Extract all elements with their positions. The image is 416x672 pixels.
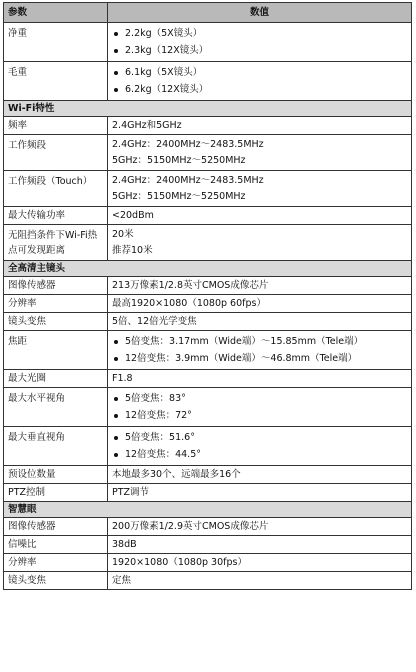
row-value: 38dB (108, 536, 412, 554)
value-line: 2.4GHz：2400MHz～2483.5MHz (112, 139, 264, 150)
row-value: <20dBm (108, 207, 412, 225)
table-row-net-weight (4, 23, 412, 62)
table-row-gross-weight (4, 62, 412, 101)
spec-table (3, 2, 412, 590)
bullet-item: 6.1kg（5X镜头） (112, 65, 407, 80)
bullet-list (112, 391, 407, 423)
value-line: 5GHz：5150MHz～5250MHz (112, 191, 246, 202)
row-value (108, 135, 412, 171)
row-label: 最大水平视角 (4, 388, 108, 427)
row-value: 2.4GHz和5GHz (108, 117, 412, 135)
row-label: 镜头变焦 (4, 313, 108, 331)
table-row (4, 207, 412, 225)
bullet-item: 5倍变焦：51.6° (112, 430, 407, 445)
table-row (4, 484, 412, 502)
row-value (108, 62, 412, 101)
value-line: 2.4GHz：2400MHz～2483.5MHz (112, 175, 264, 186)
bullet-item: 2.2kg（5X镜头） (112, 26, 407, 41)
row-value: 最高1920×1080（1080p 60fps） (108, 295, 412, 313)
table-row (4, 295, 412, 313)
row-label: 分辨率 (4, 554, 108, 572)
row-label: 焦距 (4, 331, 108, 370)
section-title: Wi-Fi特性 (4, 101, 412, 117)
row-label: 图像传感器 (4, 277, 108, 295)
table-row (4, 225, 412, 261)
table-row (4, 313, 412, 331)
bullet-list (112, 430, 407, 462)
table-row (4, 277, 412, 295)
table-row (4, 370, 412, 388)
row-label: 预设位数量 (4, 466, 108, 484)
table-row (4, 466, 412, 484)
bullet-item: 12倍变焦：3.9mm（Wide端）～46.8mm（Tele端） (112, 351, 407, 366)
header-value: 数值 (108, 3, 412, 23)
row-label: 最大垂直视角 (4, 427, 108, 466)
row-label: 最大传输功率 (4, 207, 108, 225)
row-value: PTZ调节 (108, 484, 412, 502)
section-row-smart-eye (4, 502, 412, 518)
row-value: 定焦 (108, 572, 412, 590)
row-value (108, 171, 412, 207)
section-title: 智慧眼 (4, 502, 412, 518)
row-value (108, 331, 412, 370)
table-row (4, 388, 412, 427)
section-row-main-camera (4, 261, 412, 277)
row-value (108, 427, 412, 466)
row-value: 1920×1080（1080p 30fps） (108, 554, 412, 572)
row-label: 最大光圈 (4, 370, 108, 388)
value-line: 20米 (112, 229, 134, 240)
section-row-wifi (4, 101, 412, 117)
table-row (4, 572, 412, 590)
row-value (108, 388, 412, 427)
row-label: 工作频段 (4, 135, 108, 171)
table-row (4, 171, 412, 207)
table-row (4, 554, 412, 572)
table-row (4, 331, 412, 370)
row-value (108, 225, 412, 261)
row-label: 无阻挡条件下Wi-Fi热点可发现距离 (4, 225, 108, 261)
table-row (4, 135, 412, 171)
row-label: 图像传感器 (4, 518, 108, 536)
row-value: 200万像素1/2.9英寸CMOS成像芯片 (108, 518, 412, 536)
table-header-row (4, 3, 412, 23)
row-label: 毛重 (4, 62, 108, 101)
value-line: 5GHz：5150MHz～5250MHz (112, 155, 246, 166)
row-label: 频率 (4, 117, 108, 135)
section-title: 全高清主镜头 (4, 261, 412, 277)
bullet-list (112, 334, 407, 366)
header-param: 参数 (4, 3, 108, 23)
table-row (4, 427, 412, 466)
row-label: 净重 (4, 23, 108, 62)
row-label: 工作频段（Touch） (4, 171, 108, 207)
row-value: F1.8 (108, 370, 412, 388)
row-label: 分辨率 (4, 295, 108, 313)
bullet-list (112, 65, 407, 97)
row-value: 213万像素1/2.8英寸CMOS成像芯片 (108, 277, 412, 295)
bullet-list (112, 26, 407, 58)
bullet-item: 2.3kg（12X镜头） (112, 43, 407, 58)
bullet-item: 5倍变焦：3.17mm（Wide端）～15.85mm（Tele端） (112, 334, 407, 349)
value-line: 推荐10米 (112, 245, 153, 256)
bullet-item: 12倍变焦：44.5° (112, 447, 407, 462)
bullet-item: 5倍变焦：83° (112, 391, 407, 406)
row-value: 本地最多30个、远端最多16个 (108, 466, 412, 484)
bullet-item: 12倍变焦：72° (112, 408, 407, 423)
table-row (4, 117, 412, 135)
table-row (4, 536, 412, 554)
row-label: 镜头变焦 (4, 572, 108, 590)
row-value: 5倍、12倍光学变焦 (108, 313, 412, 331)
bullet-item: 6.2kg（12X镜头） (112, 82, 407, 97)
row-label: PTZ控制 (4, 484, 108, 502)
row-value (108, 23, 412, 62)
table-row (4, 518, 412, 536)
row-label: 信噪比 (4, 536, 108, 554)
